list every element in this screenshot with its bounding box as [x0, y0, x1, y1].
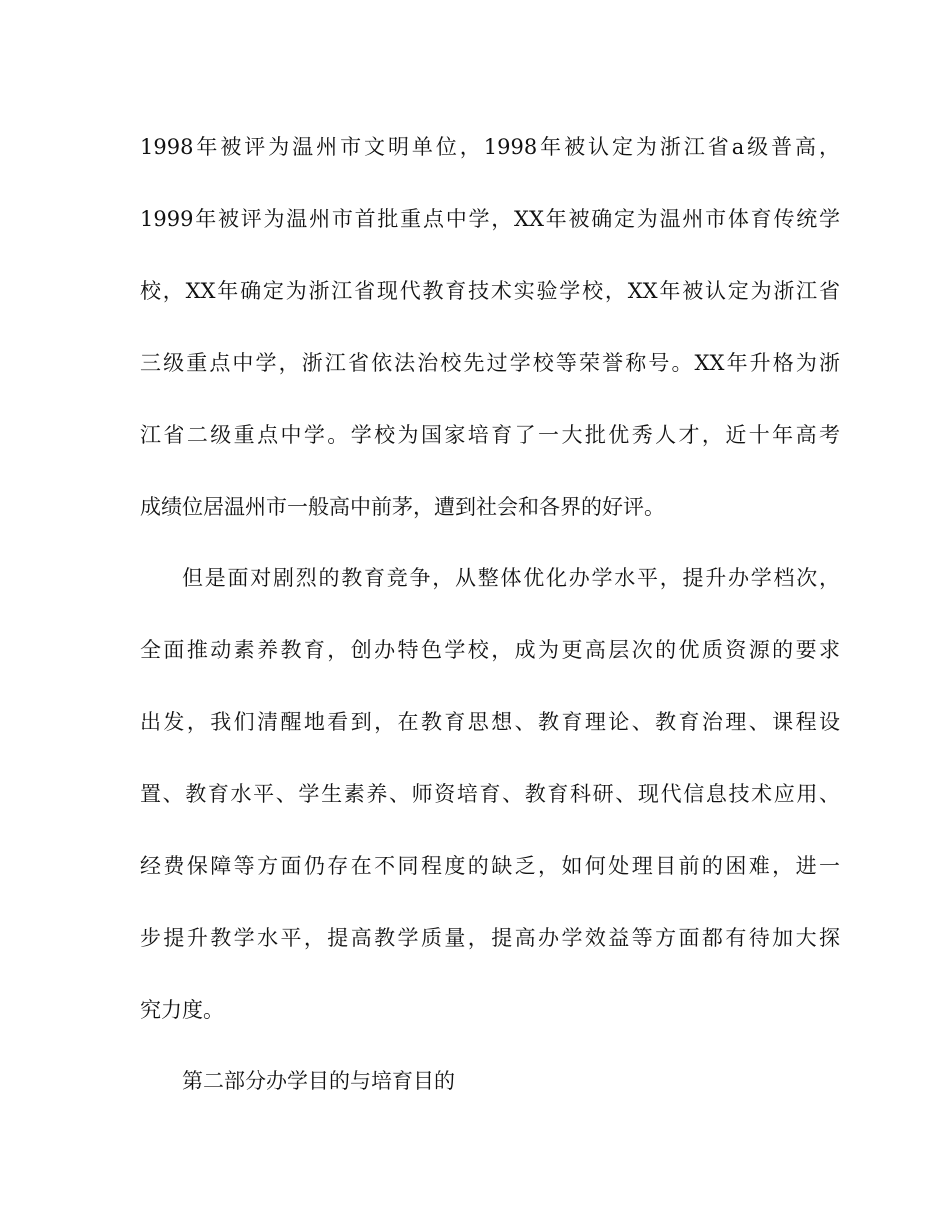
paragraph-line: 置、教育水平、学生素养、师资培育、教育科研、现代信息技术应用、 — [140, 782, 840, 806]
paragraph-line: 全面推动素养教育，创办特色学校，成为更高层次的优质资源的要求 — [140, 638, 840, 662]
paragraph-line: 1999年被评为温州市首批重点中学，XX年被确定为温州市体育传统学 — [140, 207, 840, 231]
paragraph-line: 1998年被评为温州市文明单位，1998年被认定为浙江省a级普高， — [140, 135, 840, 159]
paragraph-line: 步提升教学水平，提高教学质量，提高办学效益等方面都有待加大探 — [140, 926, 840, 950]
paragraph-line: 但是面对剧烈的教育竞争，从整体优化办学水平，提升办学档次， — [182, 566, 840, 590]
paragraph-line: 成绩位居温州市一般高中前茅，遭到社会和各界的好评。 — [140, 495, 665, 519]
section-heading: 第二部分办学目的与培育目的 — [182, 1069, 455, 1093]
paragraph-line: 究力度。 — [140, 998, 224, 1022]
paragraph-line: 三级重点中学，浙江省依法治校先过学校等荣誉称号。XX年升格为浙 — [140, 351, 840, 375]
paragraph-line: 江省二级重点中学。学校为国家培育了一大批优秀人才，近十年高考 — [140, 423, 840, 447]
paragraph-line: 出发，我们清醒地看到，在教育思想、教育理论、教育治理、课程设 — [140, 710, 840, 734]
paragraph-line: 校，XX年确定为浙江省现代教育技术实验学校，XX年被认定为浙江省 — [140, 279, 840, 303]
paragraph-line: 经费保障等方面仍存在不同程度的缺乏，如何处理目前的困难，进一 — [140, 854, 840, 878]
